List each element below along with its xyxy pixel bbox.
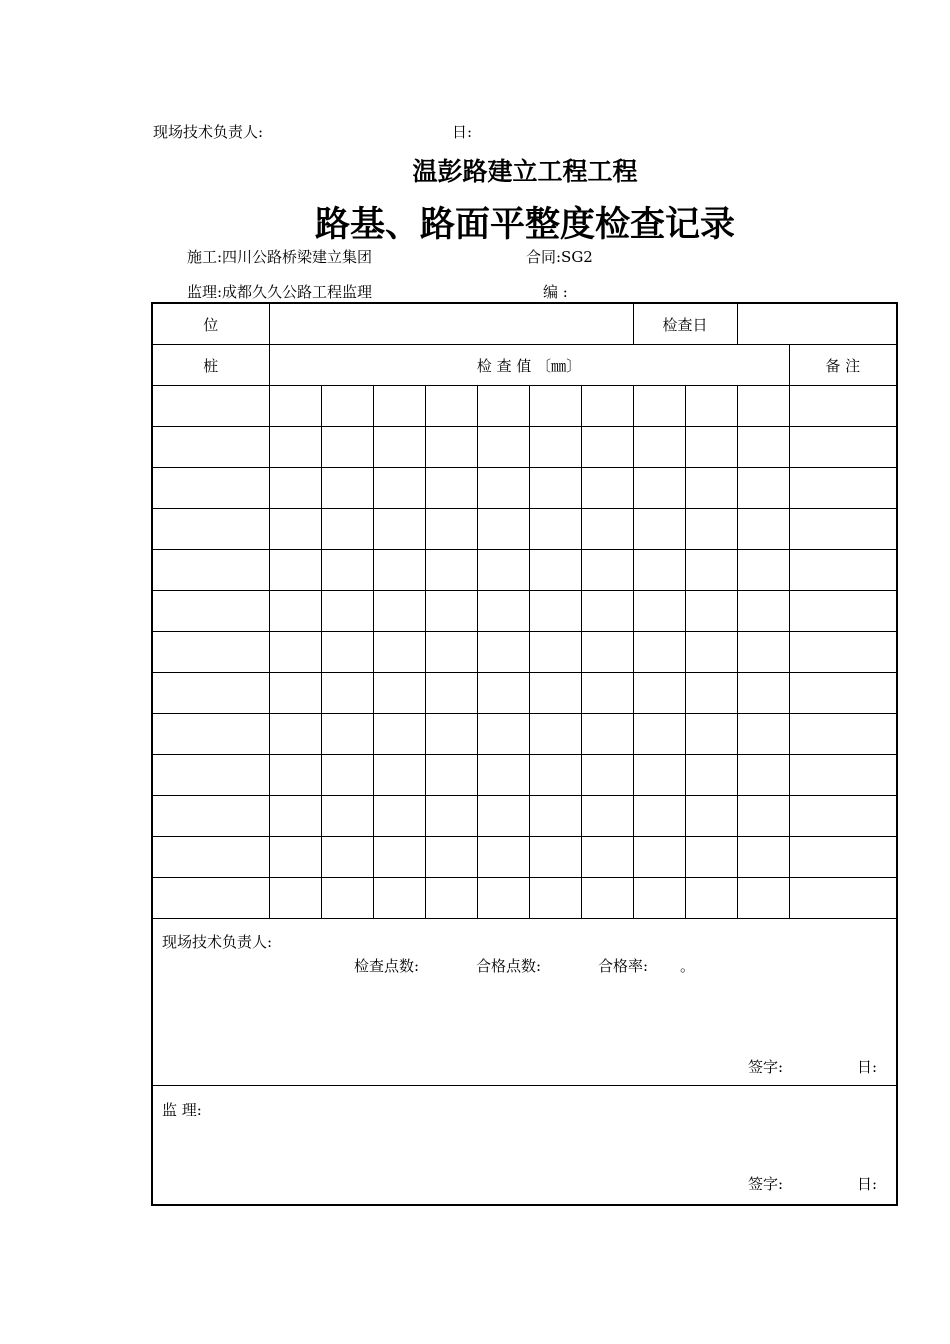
stake-cell[interactable]	[152, 878, 269, 919]
value-cell[interactable]	[269, 878, 321, 919]
value-cell[interactable]	[269, 550, 321, 591]
remarks-cell[interactable]	[789, 386, 897, 427]
value-cell[interactable]	[529, 714, 581, 755]
value-cell[interactable]	[373, 878, 425, 919]
remarks-cell[interactable]	[789, 550, 897, 591]
value-cell[interactable]	[581, 386, 633, 427]
header-row-2	[152, 345, 897, 386]
value-cell[interactable]	[685, 509, 737, 550]
value-cell[interactable]	[737, 878, 789, 919]
value-cell[interactable]	[737, 509, 789, 550]
table-row	[152, 550, 897, 591]
qualified-points-label: 合格点数:	[476, 957, 542, 975]
value-cell[interactable]	[425, 550, 477, 591]
value-cell[interactable]	[321, 632, 373, 673]
table-row	[152, 714, 897, 755]
stake-cell[interactable]	[152, 550, 269, 591]
value-cell[interactable]	[269, 591, 321, 632]
inspection-table	[151, 302, 898, 1206]
value-cell[interactable]	[581, 714, 633, 755]
header-row-1	[152, 303, 897, 345]
summary-row	[152, 919, 897, 1086]
stake-cell[interactable]	[152, 714, 269, 755]
value-cell[interactable]	[581, 755, 633, 796]
value-cell[interactable]	[477, 796, 529, 837]
value-cell[interactable]	[737, 714, 789, 755]
table-row	[152, 427, 897, 468]
value-cell[interactable]	[425, 878, 477, 919]
value-cell[interactable]	[633, 673, 685, 714]
value-cell[interactable]	[529, 591, 581, 632]
value-cell[interactable]	[529, 796, 581, 837]
remarks-cell[interactable]	[789, 837, 897, 878]
summary-responsible-label: 现场技术负责人:	[162, 933, 273, 951]
value-cell[interactable]	[737, 550, 789, 591]
value-cell[interactable]	[529, 509, 581, 550]
stake-cell[interactable]	[152, 468, 269, 509]
value-cell[interactable]	[633, 755, 685, 796]
value-cell[interactable]	[269, 386, 321, 427]
form-number-label: 编 :	[543, 283, 568, 301]
value-cell[interactable]	[633, 632, 685, 673]
value-cell[interactable]	[477, 550, 529, 591]
value-cell[interactable]	[685, 386, 737, 427]
supervisor-date-label: 日:	[857, 1175, 878, 1193]
value-cell[interactable]	[737, 673, 789, 714]
value-cell[interactable]	[633, 878, 685, 919]
remarks-cell[interactable]	[789, 427, 897, 468]
value-cell[interactable]	[529, 550, 581, 591]
value-cell[interactable]	[581, 796, 633, 837]
date-label: 日:	[452, 123, 473, 141]
position-value-cell[interactable]	[269, 303, 633, 345]
value-cell[interactable]	[737, 386, 789, 427]
value-cell[interactable]	[373, 509, 425, 550]
table-row	[152, 796, 897, 837]
position-label: 位	[152, 303, 269, 345]
value-cell[interactable]	[633, 591, 685, 632]
value-cell[interactable]	[581, 427, 633, 468]
remarks-cell[interactable]	[789, 673, 897, 714]
remarks-cell[interactable]	[789, 755, 897, 796]
value-cell[interactable]	[269, 468, 321, 509]
value-cell[interactable]	[425, 632, 477, 673]
value-cell[interactable]	[477, 837, 529, 878]
value-cell[interactable]	[737, 755, 789, 796]
value-cell[interactable]	[425, 837, 477, 878]
value-cell[interactable]	[269, 509, 321, 550]
remarks-cell[interactable]	[789, 632, 897, 673]
value-cell[interactable]	[685, 591, 737, 632]
stake-label: 桩	[152, 345, 269, 386]
contract-number: 合同:SG2	[526, 248, 593, 266]
check-value-label: 检 查 值 〔㎜〕	[269, 345, 789, 386]
value-cell[interactable]	[477, 591, 529, 632]
value-cell[interactable]	[269, 427, 321, 468]
value-cell[interactable]	[633, 468, 685, 509]
value-cell[interactable]	[529, 427, 581, 468]
value-cell[interactable]	[321, 878, 373, 919]
table-row	[152, 632, 897, 673]
value-cell[interactable]	[633, 427, 685, 468]
value-cell[interactable]	[477, 878, 529, 919]
value-cell[interactable]	[321, 673, 373, 714]
value-cell[interactable]	[633, 796, 685, 837]
value-cell[interactable]	[373, 837, 425, 878]
value-cell[interactable]	[581, 591, 633, 632]
pass-rate-label: 合格率:	[598, 957, 649, 975]
value-cell[interactable]	[737, 427, 789, 468]
construction-unit: 施工:四川公路桥梁建立集团	[187, 248, 373, 266]
value-cell[interactable]	[321, 386, 373, 427]
value-cell[interactable]	[685, 468, 737, 509]
value-cell[interactable]	[269, 796, 321, 837]
value-cell[interactable]	[425, 509, 477, 550]
value-cell[interactable]	[581, 878, 633, 919]
value-cell[interactable]	[633, 509, 685, 550]
value-cell[interactable]	[581, 632, 633, 673]
value-cell[interactable]	[321, 755, 373, 796]
value-cell[interactable]	[269, 632, 321, 673]
value-cell[interactable]	[425, 755, 477, 796]
table-row	[152, 878, 897, 919]
value-cell[interactable]	[269, 755, 321, 796]
project-title: 温彭路建立工程工程	[412, 157, 638, 186]
value-cell[interactable]	[477, 714, 529, 755]
value-cell[interactable]	[269, 837, 321, 878]
value-cell[interactable]	[373, 591, 425, 632]
value-cell[interactable]	[581, 837, 633, 878]
value-cell[interactable]	[529, 837, 581, 878]
value-cell[interactable]	[529, 755, 581, 796]
value-cell[interactable]	[477, 427, 529, 468]
value-cell[interactable]	[373, 632, 425, 673]
supervisor-sign-label: 签字:	[748, 1175, 784, 1193]
value-cell[interactable]	[529, 386, 581, 427]
remarks-cell[interactable]	[789, 878, 897, 919]
value-cell[interactable]	[477, 755, 529, 796]
table-row	[152, 468, 897, 509]
value-cell[interactable]	[425, 468, 477, 509]
summary-date-label: 日:	[857, 1058, 878, 1076]
stake-cell[interactable]	[152, 509, 269, 550]
value-cell[interactable]	[425, 796, 477, 837]
remarks-cell[interactable]	[789, 591, 897, 632]
stake-cell[interactable]	[152, 591, 269, 632]
stake-cell[interactable]	[152, 632, 269, 673]
supervisor-row	[152, 1086, 897, 1206]
value-cell[interactable]	[529, 632, 581, 673]
value-cell[interactable]	[373, 673, 425, 714]
table-row	[152, 386, 897, 427]
value-cell[interactable]	[685, 427, 737, 468]
responsible-label: 现场技术负责人:	[153, 123, 264, 141]
value-cell[interactable]	[373, 550, 425, 591]
remarks-cell[interactable]	[789, 468, 897, 509]
summary-sign-label: 签字:	[748, 1058, 784, 1076]
value-cell[interactable]	[373, 427, 425, 468]
stake-cell[interactable]	[152, 755, 269, 796]
supervisor-section	[152, 1086, 897, 1206]
value-cell[interactable]	[685, 878, 737, 919]
value-cell[interactable]	[477, 673, 529, 714]
value-cell[interactable]	[633, 550, 685, 591]
stake-cell[interactable]	[152, 427, 269, 468]
value-cell[interactable]	[581, 673, 633, 714]
value-cell[interactable]	[737, 468, 789, 509]
stake-cell[interactable]	[152, 796, 269, 837]
value-cell[interactable]	[685, 714, 737, 755]
value-cell[interactable]	[685, 673, 737, 714]
value-cell[interactable]	[737, 796, 789, 837]
supervision-unit: 监理:成都久久公路工程监理	[187, 283, 373, 301]
stake-cell[interactable]	[152, 386, 269, 427]
value-cell[interactable]	[581, 468, 633, 509]
summary-section	[152, 919, 897, 1086]
remarks-cell[interactable]	[789, 714, 897, 755]
value-cell[interactable]	[737, 591, 789, 632]
remarks-cell[interactable]	[789, 509, 897, 550]
value-cell[interactable]	[633, 386, 685, 427]
value-cell[interactable]	[685, 755, 737, 796]
remarks-cell[interactable]	[789, 796, 897, 837]
value-cell[interactable]	[477, 509, 529, 550]
table-row	[152, 591, 897, 632]
value-cell[interactable]	[633, 714, 685, 755]
stake-cell[interactable]	[152, 837, 269, 878]
table-row	[152, 755, 897, 796]
check-points-label: 检查点数:	[354, 957, 420, 975]
value-cell[interactable]	[581, 550, 633, 591]
check-date-label: 检查日	[633, 303, 737, 345]
supervisor-label: 监 理:	[162, 1101, 202, 1119]
value-cell[interactable]	[373, 468, 425, 509]
value-cell[interactable]	[321, 550, 373, 591]
value-cell[interactable]	[581, 509, 633, 550]
value-cell[interactable]	[269, 714, 321, 755]
value-cell[interactable]	[529, 878, 581, 919]
value-cell[interactable]	[321, 837, 373, 878]
value-cell[interactable]	[685, 550, 737, 591]
value-cell[interactable]	[373, 386, 425, 427]
value-cell[interactable]	[477, 632, 529, 673]
value-cell[interactable]	[321, 714, 373, 755]
remarks-label: 备 注	[789, 345, 897, 386]
value-cell[interactable]	[425, 714, 477, 755]
value-cell[interactable]	[321, 427, 373, 468]
value-cell[interactable]	[529, 673, 581, 714]
value-cell[interactable]	[321, 509, 373, 550]
value-cell[interactable]	[529, 468, 581, 509]
table-row	[152, 837, 897, 878]
value-cell[interactable]	[321, 796, 373, 837]
value-cell[interactable]	[373, 796, 425, 837]
value-cell[interactable]	[425, 591, 477, 632]
value-cell[interactable]	[633, 837, 685, 878]
value-cell[interactable]	[477, 386, 529, 427]
pass-rate-period: 。	[680, 957, 696, 975]
table-row	[152, 673, 897, 714]
value-cell[interactable]	[373, 714, 425, 755]
value-cell[interactable]	[425, 427, 477, 468]
value-cell[interactable]	[685, 837, 737, 878]
value-cell[interactable]	[685, 796, 737, 837]
value-cell[interactable]	[321, 468, 373, 509]
stake-cell[interactable]	[152, 673, 269, 714]
value-cell[interactable]	[737, 837, 789, 878]
value-cell[interactable]	[477, 468, 529, 509]
value-cell[interactable]	[425, 386, 477, 427]
value-cell[interactable]	[269, 673, 321, 714]
value-cell[interactable]	[685, 632, 737, 673]
value-cell[interactable]	[321, 591, 373, 632]
value-cell[interactable]	[425, 673, 477, 714]
value-cell[interactable]	[737, 632, 789, 673]
table-row	[152, 509, 897, 550]
form-title: 路基、路面平整度检查记录	[314, 204, 735, 245]
check-date-value-cell[interactable]	[737, 303, 897, 345]
value-cell[interactable]	[373, 755, 425, 796]
